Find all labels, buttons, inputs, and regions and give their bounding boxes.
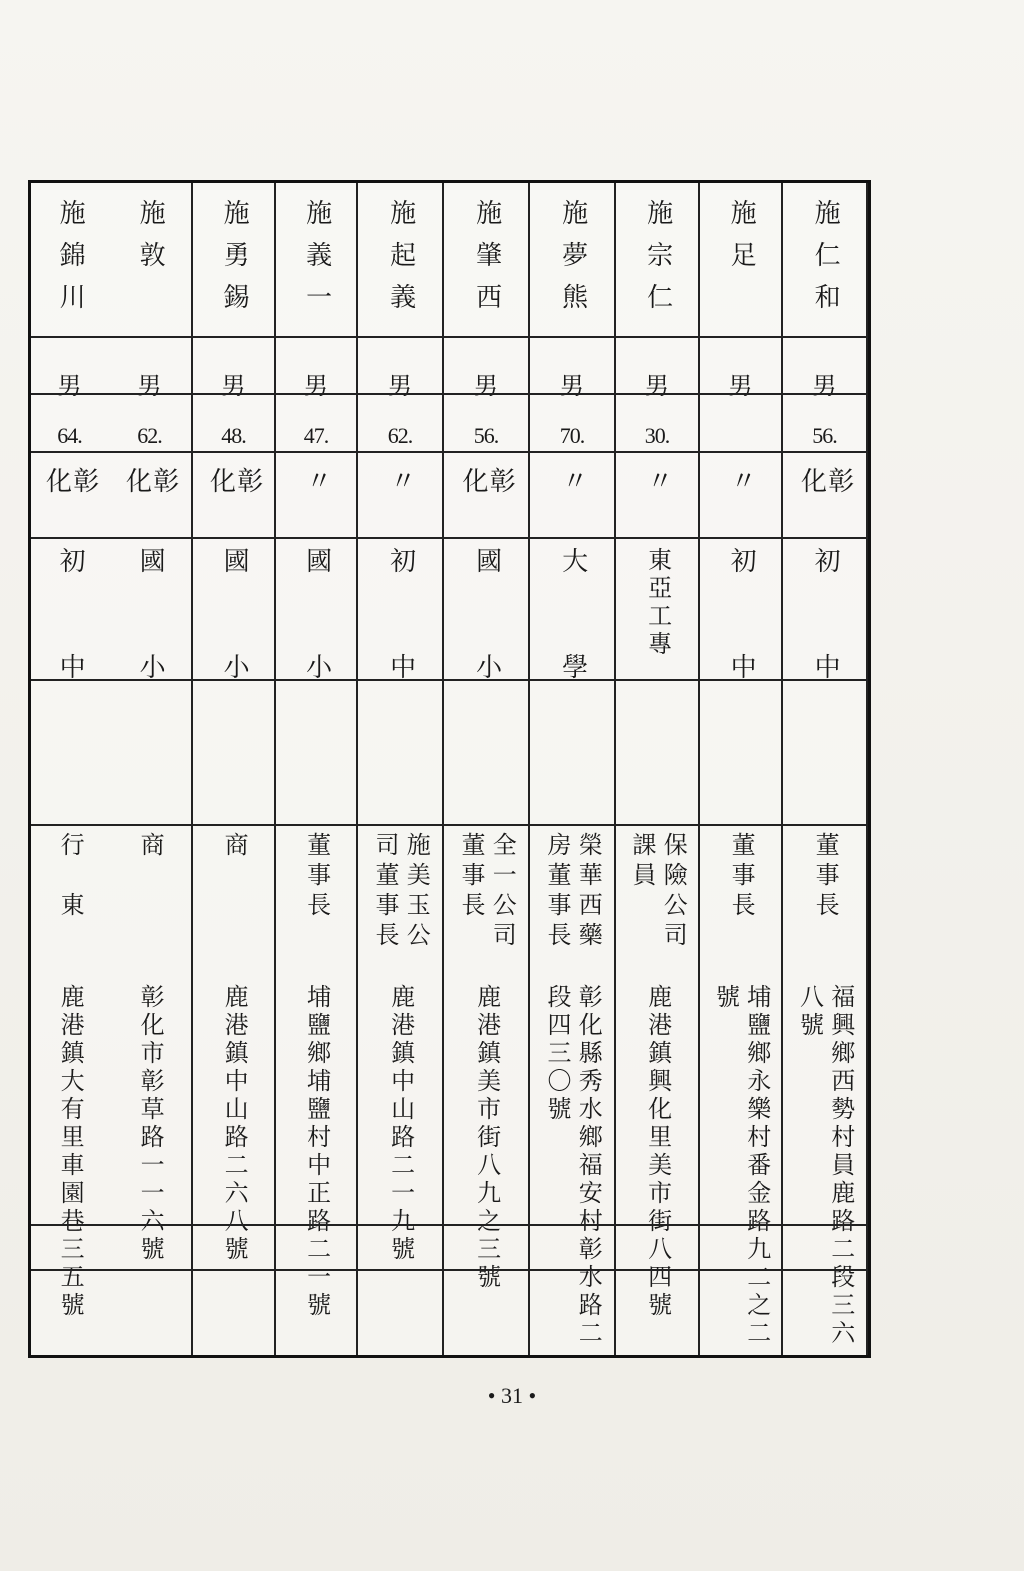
record-column	[108, 183, 193, 1355]
record-column	[783, 183, 868, 1355]
birthplace-cell: 〃	[301, 467, 332, 509]
name-cell: 施勇錫	[219, 199, 250, 325]
table-row-divider	[31, 393, 868, 395]
age-cell: 48.	[221, 423, 246, 448]
address-line: 鹿港鎮大有里車園巷三五號	[56, 984, 85, 1320]
name-cell: 施肇西	[471, 199, 502, 325]
address-cell	[386, 984, 415, 1264]
birthplace-cell: 〃	[726, 467, 757, 509]
address-line: 彰化市彰草路一一六號	[136, 984, 165, 1264]
occupation-cell	[220, 832, 249, 892]
age-cell: 30.	[644, 423, 670, 448]
age-cell: 62.	[387, 423, 413, 448]
occupation-line: 董事長	[457, 832, 485, 922]
record-column	[31, 183, 108, 1355]
address-line: 鹿港鎮美市街八九之三號	[472, 984, 501, 1292]
table-row-divider	[31, 336, 868, 338]
occupation-line: 保險公司	[659, 832, 688, 952]
birthplace-cell: 彰化	[458, 467, 516, 509]
age-cell: 70.	[559, 423, 585, 448]
name-cell: 施錦川	[55, 199, 86, 325]
sex-cell: 男	[474, 372, 498, 400]
record-column	[700, 183, 783, 1355]
education-cell: 初中	[726, 547, 757, 759]
address-line: 段四三〇號	[543, 984, 571, 1124]
address-line: 八號	[795, 984, 824, 1040]
table-row-divider	[31, 1269, 868, 1271]
age-cell: 47.	[303, 423, 329, 448]
occupation-line: 商	[136, 832, 165, 892]
table-row-divider	[31, 679, 868, 681]
record-column	[193, 183, 276, 1355]
record-column	[616, 183, 700, 1355]
record-column	[358, 183, 444, 1355]
occupation-cell	[811, 832, 840, 922]
education-cell: 初中	[810, 547, 841, 759]
age-cell: 56.	[473, 423, 499, 448]
age-cell: 62.	[137, 423, 162, 448]
sex-cell: 男	[812, 372, 837, 400]
address-line: 鹿港鎮興化里美市街八四號	[643, 984, 672, 1320]
education-cell: 初中	[55, 547, 86, 759]
birthplace-cell: 〃	[385, 467, 416, 509]
birthplace-cell: 〃	[642, 467, 673, 509]
occupation-cell	[371, 832, 431, 952]
name-cell: 施足	[726, 199, 757, 283]
education-cell: 初中	[385, 547, 416, 759]
occupation-line: 課員	[628, 832, 656, 892]
occupation-cell	[727, 832, 756, 922]
education-cell: 大學	[557, 547, 588, 759]
table-row-divider	[31, 824, 868, 826]
name-cell: 施仁和	[810, 199, 841, 325]
member-table	[28, 180, 871, 1358]
table-row-divider	[31, 537, 868, 539]
sex-cell: 男	[728, 372, 753, 400]
sex-cell: 男	[645, 372, 669, 400]
occupation-cell	[302, 832, 331, 922]
occupation-cell	[457, 832, 517, 952]
table-row-divider	[31, 451, 868, 453]
occupation-cell	[136, 832, 165, 892]
record-column	[444, 183, 530, 1355]
address-line: 福興鄉西勢村員鹿路二段三六	[826, 984, 855, 1348]
address-cell	[795, 984, 855, 1348]
record-column	[530, 183, 616, 1355]
name-cell: 施宗仁	[642, 199, 673, 325]
occupation-cell	[56, 832, 85, 952]
occupation-cell	[543, 832, 603, 952]
occupation-line: 施美玉公	[402, 832, 431, 952]
address-cell	[220, 984, 249, 1264]
name-cell: 施夢熊	[557, 199, 588, 325]
sex-cell: 男	[137, 372, 162, 400]
birthplace-cell: 彰化	[121, 467, 179, 509]
occupation-line: 榮華西藥	[574, 832, 603, 952]
sex-cell: 男	[57, 372, 82, 400]
address-line: 號	[711, 984, 740, 1012]
occupation-cell	[628, 832, 688, 952]
address-line: 彰化縣秀水鄉福安村彰水路二	[574, 984, 603, 1348]
occupation-line: 房董事長	[543, 832, 571, 952]
address-line: 鹿港鎮中山路二六八號	[220, 984, 249, 1264]
occupation-line: 全一公司	[488, 832, 517, 952]
occupation-line: 商	[220, 832, 249, 892]
age-cell: 64.	[57, 423, 82, 448]
occupation-line: 董事長	[811, 832, 840, 922]
birthplace-cell: 彰化	[796, 467, 854, 509]
education-cell: 國小	[219, 547, 250, 759]
education-cell: 東亞工專	[643, 547, 672, 659]
birthplace-cell: 彰化	[205, 467, 263, 509]
name-cell: 施敦	[135, 199, 166, 283]
age-cell: 56.	[812, 423, 837, 448]
address-cell	[136, 984, 165, 1264]
address-cell	[472, 984, 501, 1292]
address-cell	[711, 984, 771, 1348]
sex-cell: 男	[388, 372, 412, 400]
occupation-line: 司董事長	[371, 832, 399, 952]
birthplace-cell: 彰化	[41, 467, 99, 509]
occupation-line: 董事長	[302, 832, 331, 922]
sex-cell: 男	[560, 372, 584, 400]
page-number: • 31 •	[487, 1383, 537, 1408]
address-line: 埔鹽鄉永樂村番金路九二之二	[742, 984, 771, 1348]
table-row-divider	[31, 1224, 868, 1226]
birthplace-cell: 〃	[557, 467, 588, 509]
education-cell: 國小	[301, 547, 332, 759]
sex-cell: 男	[221, 372, 246, 400]
address-line: 鹿港鎮中山路二一九號	[386, 984, 415, 1264]
education-cell: 國小	[135, 547, 166, 759]
education-cell: 國小	[471, 547, 502, 759]
address-line: 埔鹽鄉埔鹽村中正路二一號	[302, 984, 331, 1320]
occupation-line: 行東	[56, 832, 85, 952]
record-column	[276, 183, 358, 1355]
name-cell: 施起義	[385, 199, 416, 325]
occupation-line: 董事長	[727, 832, 756, 922]
sex-cell: 男	[304, 372, 328, 400]
name-cell: 施義一	[301, 199, 332, 325]
address-cell	[543, 984, 603, 1348]
